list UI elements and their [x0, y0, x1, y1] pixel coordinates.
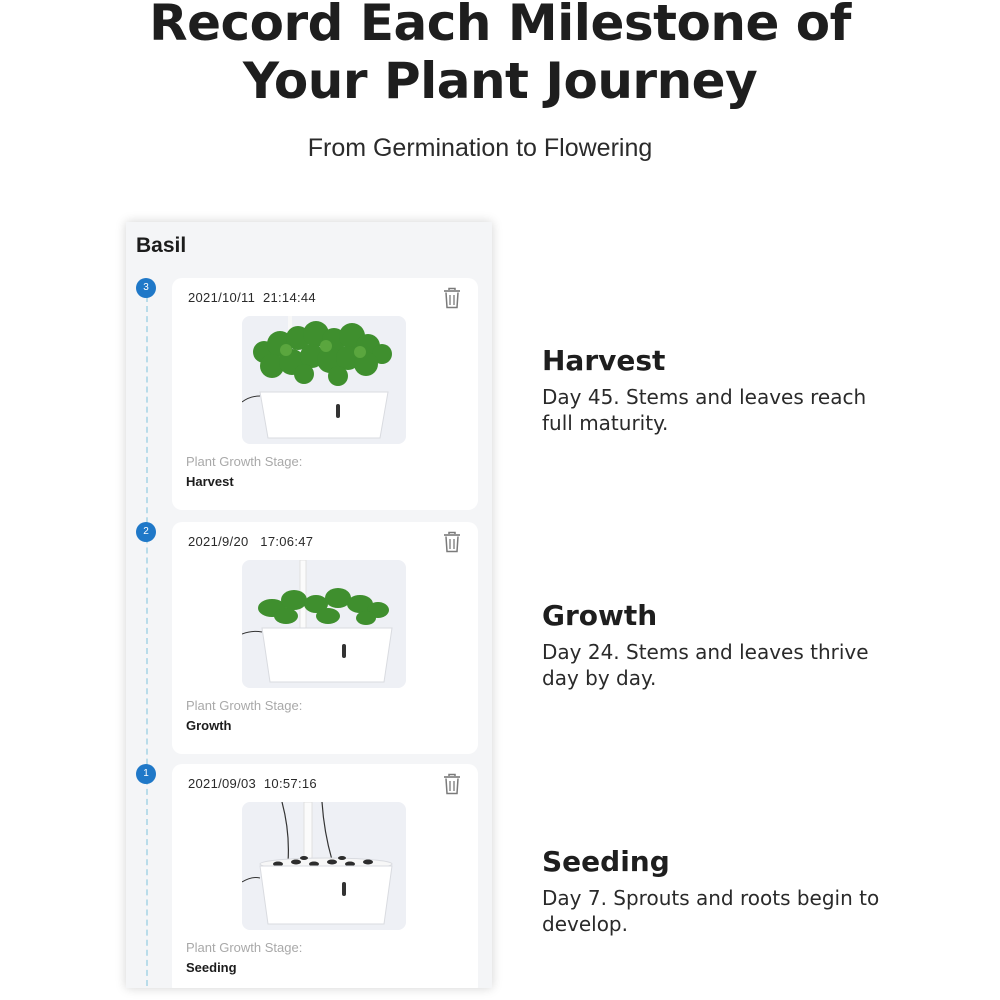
stage-title: Harvest [542, 344, 666, 377]
record-time: 21:14:44 [262, 290, 316, 305]
step-badge-3: 3 [136, 278, 156, 298]
stage-description-growth [542, 599, 902, 691]
record-date: 2021/9/20 [188, 534, 249, 549]
stage-label: Plant Growth Stage: [186, 698, 303, 713]
plant-photo-growth [242, 560, 406, 688]
headline-line-1: Record Each Milestone of [149, 0, 851, 52]
record-card-growth[interactable] [172, 522, 478, 754]
step-badge-2: 2 [136, 522, 156, 542]
stage-title: Seeding [542, 845, 670, 878]
stage-text: Day 24. Stems and leaves thrive day by day. [542, 640, 869, 690]
record-card-seeding[interactable] [172, 764, 478, 988]
record-timestamp [188, 534, 313, 549]
plant-photo-harvest [242, 316, 406, 444]
page-subtitle: From Germination to Flowering [307, 134, 653, 162]
step-badge-1: 1 [136, 764, 156, 784]
stage-text: Day 7. Sprouts and roots begin to develop. [542, 886, 880, 936]
record-date: 2021/10/11 [188, 290, 256, 305]
stage-label: Plant Growth Stage: [186, 454, 303, 469]
plant-name-title: Basil [136, 234, 187, 257]
record-timestamp [188, 290, 316, 305]
record-time: 17:06:47 [260, 534, 314, 549]
record-time: 10:57:16 [263, 776, 317, 791]
app-screen [126, 222, 492, 988]
page-headline [0, 0, 1000, 110]
timeline-line [146, 296, 148, 988]
trash-icon[interactable] [442, 773, 462, 795]
stage-value: Seeding [186, 960, 237, 975]
trash-icon[interactable] [442, 287, 462, 309]
plant-photo-seeding [242, 802, 406, 930]
record-date: 2021/09/03 [188, 776, 257, 791]
record-timestamp [188, 776, 317, 791]
stage-description-harvest [542, 344, 902, 436]
stage-label: Plant Growth Stage: [186, 940, 303, 955]
stage-value: Growth [186, 718, 232, 733]
trash-icon[interactable] [442, 531, 462, 553]
stage-description-seeding [542, 845, 902, 937]
headline-line-2: Your Plant Journey [242, 52, 758, 110]
stage-text: Day 45. Stems and leaves reach full maturity. [542, 385, 867, 435]
record-card-harvest[interactable] [172, 278, 478, 510]
stage-value: Harvest [186, 474, 234, 489]
stage-title: Growth [542, 599, 658, 632]
